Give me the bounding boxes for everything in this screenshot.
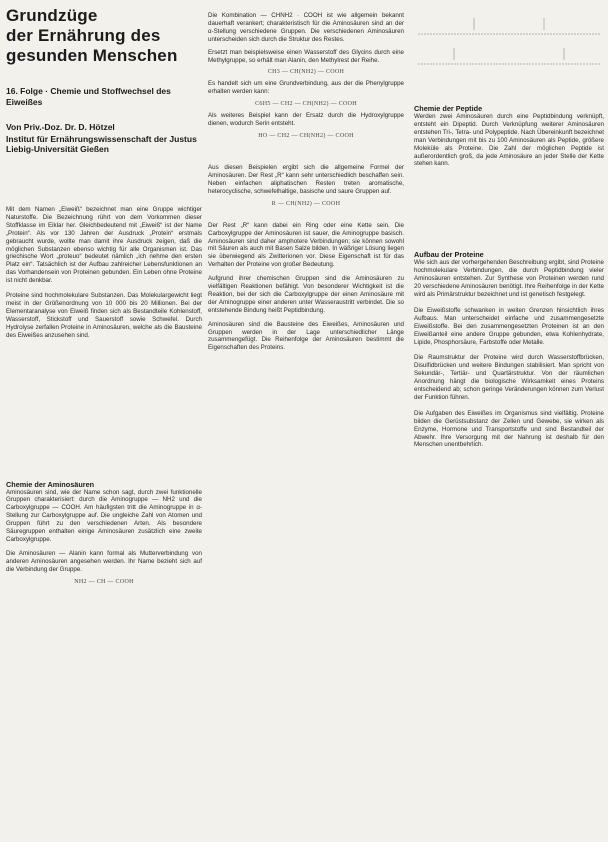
title-line-2: der Ernährung des <box>6 26 161 45</box>
series-subtitle: 16. Folge · Chemie und Stoffwechsel des Eiweißes <box>6 86 171 107</box>
paragraph: Proteine sind hochmolekulare Substanzen. Das Molekulargewicht liegt meist in der Größenordnung von 10 000 bis 20 Millionen. Bei der Elementaranalyse von Eiweiß finden sich als Bestandteile Kohlenstoff, Wasserstoff, Stickstoff und Sauerstoff sowie Schwefel. Durch Hydrolyse zerfallen Proteine in Aminosäuren, welche als die Bausteine des Eiweißes anzusehen sind. <box>6 292 202 339</box>
paragraph: Aminosäuren sind die Bausteine des Eiweißes, Aminosäuren und Gruppen werden in der Lage unterschiedlicher Länge zusammengefügt. Die Reihenfolge der Aminosäuren bestimmt die Eigenschaften des Proteins. <box>208 320 404 352</box>
paragraph: Die Aminosäuren — Alanin kann formal als Mutterverbindung von anderen Aminosäuren angesehen werden. Ihr Name bezieht sich auf die Verbindung der Gruppe. <box>6 549 202 573</box>
paragraph: Die Raumstruktur der Proteine wird durch Wasserstoffbrücken, Disulfidbrücken und weitere Bindungen stabilisiert. Man spricht von Sekundär-, Tertiär- und Quartärstruktur. Von der räumlichen Anordnung hängt die biologische Wirksamkeit eines Proteins entscheidend ab; schon geringe Veränderungen können zum Verlust der Funktion führen. <box>414 354 604 401</box>
column-1 <box>6 0 202 590</box>
paragraph: Als weiteres Beispiel kann der Ersatz durch die Hydroxylgruppe dienen, wodurch Serin entsteht. <box>208 112 404 128</box>
author-line: Von Priv.-Doz. Dr. D. Hötzel <box>6 122 115 132</box>
paragraph: Es handelt sich um eine Grundverbindung, aus der die Phenylgruppe erhalten werden kann: <box>208 80 404 96</box>
section-heading-amino-acids: Chemie der Aminosäuren <box>6 479 95 489</box>
article-title <box>6 6 202 66</box>
paragraph: Der Rest „R“ kann dabei ein Ring oder eine Kette sein. Die Carboxylgruppe der Aminosäuren ist sauer, die Aminogruppe basisch. Aminosäuren sind daher amphotere Verbindungen; sie können sowohl mit Säuren als auch mit Basen Salze bilden. In wäßriger Lösung liegen sie überwiegend als Zwitterionen vor. Diese Eigenschaft ist für das Verhalten der Proteine von großer Bedeutung. <box>208 221 404 269</box>
title-line-3: gesunden Menschen <box>6 46 178 65</box>
paragraph: Aufgrund ihrer chemischen Gruppen sind die Aminosäuren zu vielfältigen Reaktionen befähigt. Von besonderer Wichtigkeit ist die Reaktion, bei der sich die Carboxylgruppe der einen Aminosäure mit der Aminogruppe einer anderen unter Wasseraustritt verbindet. Die so entstehende Bindung heißt Peptidbindung. <box>208 275 404 314</box>
paragraph: Werden zwei Aminosäuren durch eine Peptidbindung verknüpft, entsteht ein Dipeptid. Durch Verknüpfung weiterer Aminosäuren entstehen Tri-, Tetra- und Polypeptide. Nach Übereinkunft bezeichnet man Verbindungen mit bis zu 100 Aminosäuren als Peptide, größere Moleküle als Proteine. Die Zahl der möglichen Peptide ist außerordentlich groß, da jede Aminosäure an jeder Stelle der Kette stehen kann. <box>414 113 604 168</box>
column-3 <box>414 0 604 449</box>
formula: NH2 — CH — COOH <box>74 578 134 585</box>
paragraph: Die Aufgaben des Eiweißes im Organismus sind vielfältig. Proteine bilden die Gerüstsubstanz der Zellen und Gewebe, sie wirken als Enzyme, Hormone und Transportstoffe und sind Bestandteil der Abwehr. Ihre Versorgung mit der Nahrung ist deshalb für den Menschen unentbehrlich. <box>414 409 604 449</box>
peptide-structure-diagram <box>414 4 604 98</box>
section-heading-peptides: Chemie der Peptide <box>414 104 483 113</box>
paragraph: Aminosäuren sind, wie der Name schon sagt, durch zwei funktionelle Gruppen charakterisiert: durch die Aminogruppe — NH2 und die Carboxylgruppe — COOH. Am häufigsten tritt die Aminogruppe in α-Stellung zur Carboxylgruppe auf. Die ungleiche Zahl von Atomen und Gruppen führt zu den verschiedenen Arten. Als besondere Säuregruppen enthalten einige Aminosäuren zusätzlich eine zweite Carboxylgruppe. <box>6 488 202 543</box>
paragraph: Aus diesen Beispielen ergibt sich die allgemeine Formel der Aminosäuren. Der Rest „R“ kann sehr unterschiedlich beschaffen sein. Neben einfachen aliphatischen Resten treten aromatische, heterocyclische, schwefelhaltige, basische und saure Gruppen auf. <box>208 164 404 195</box>
paragraph: Die Eiweißstoffe schwanken in weiten Grenzen hinsichtlich ihres Aufbaus. Man unterscheidet einfache und zusammengesetzte Eiweißstoffe. Bei den zusammengesetzten Proteinen ist an den Eiweißanteil eine andere Gruppe gebunden, etwa Kohlenhydrate, Lipide, Phosphorsäure, Farbstoffe oder Metalle. <box>414 306 604 346</box>
column-2 <box>208 12 404 352</box>
formula-alanine: CH3 — CH(NH2) — COOH <box>267 69 345 76</box>
section-heading-proteins: Aufbau der Proteine <box>414 250 484 260</box>
paragraph: Wie sich aus der vorhergehenden Beschreibung ergibt, sind Proteine hochmolekulare Verbindungen, die durch Peptidbindung vieler Aminosäuren entstehen. Zur Synthese von Proteinen werden rund 20 verschiedene Aminosäuren benötigt. Ihre Reihenfolge in der Kette wird als Primärstruktur bezeichnet und ist genetisch festgelegt. <box>414 259 604 298</box>
formula-serine: HO — CH2 — CH(NH2) — COOH <box>258 133 354 140</box>
affiliation: Institut für Ernährungswissenschaft der Justus Liebig-Universität Gießen <box>6 134 197 154</box>
formula-general: R — CH(NH2) — COOH <box>271 200 341 207</box>
formula-phenylalanine: C6H5 — CH2 — CH(NH2) — COOH <box>255 101 357 108</box>
paragraph: Die Kombination — CHNH2 · COOH ist wie allgemein bekannt dauerhaft verankert; charakteristisch für die Aminosäuren sind an der α-Stellung verschiedene Gruppen. Die verschiedenen Aminosäuren unterscheiden sich durch die Struktur des Restes. <box>208 12 404 43</box>
title-line-1: Grundzüge <box>6 6 98 25</box>
intro-paragraph: Mit dem Namen „Eiweiß“ bezeichnet man eine Gruppe wichtiger Naturstoffe. Die Bezeichnung rührt von dem Vorkommen dieser Stoffklasse im Eiklar her. Gleichbedeutend mit „Eiweiß“ ist der Name „Protein“. Als vor 130 Jahren der Ausdruck „Protein“ erstmals gebraucht wurde, wollte man damit ihre Ausdruck zeigen, daß die möglichen Substanzen ebenso wichtig für alle Organismen ist. Das griechische Wort „proteuo“ bedeutet nämlich „ich nehme den ersten Platz ein“. Tatsächlich ist der Aufbau zahlreicher Lebensfunktionen an das Vorhandensein von Proteinen gebunden. Ein Leben ohne Proteine ist nicht denkbar. <box>6 206 202 285</box>
paragraph: Ersetzt man beispielsweise einen Wasserstoff des Glycins durch eine Methylgruppe, so erhält man Alanin, den Methylrest der Reihe. <box>208 48 404 64</box>
